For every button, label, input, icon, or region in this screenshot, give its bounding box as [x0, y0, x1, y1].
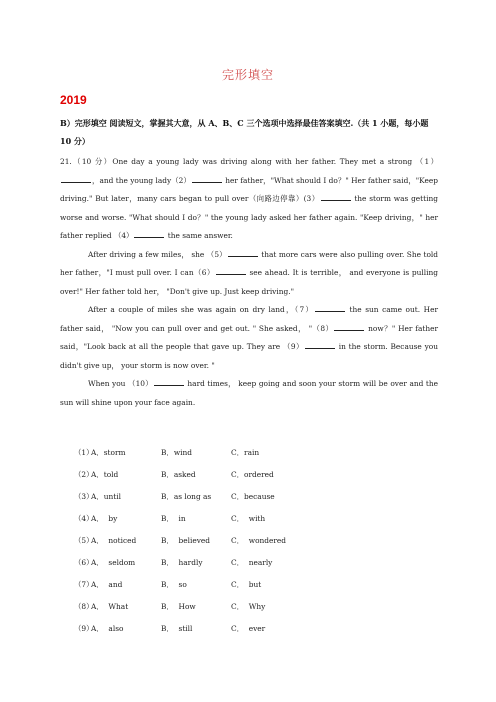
- passage-text: After a couple of miles she was again on dry land，（7）: [88, 305, 314, 314]
- option-row: [74, 513, 374, 535]
- answer-blank-6[interactable]: [216, 266, 246, 275]
- option-a[interactable]: A． also: [91, 624, 124, 633]
- option-b[interactable]: B． still: [161, 624, 193, 633]
- answer-blank-9[interactable]: [305, 340, 335, 349]
- option-b[interactable]: B． believed: [161, 536, 211, 545]
- option-b[interactable]: B． so: [161, 580, 187, 589]
- passage-text: her father，"What should I do？" Her father said，"Keep driving." But later，many cars began to pull over（向路边停靠）(3）: [60, 175, 438, 203]
- option-b[interactable]: B．wind: [161, 448, 193, 457]
- passage-text: hard times， keep going and soon your storm will be over and the sun will shine upon your face again.: [60, 379, 439, 407]
- question-number: （2）: [74, 470, 94, 479]
- answer-options: [74, 447, 374, 645]
- option-row: [74, 601, 374, 623]
- option-a[interactable]: A． What: [91, 602, 129, 611]
- passage-text: the sun came out. Her father said， "Now you can pull over and get out. " She asked， "（8）: [60, 305, 438, 333]
- option-b[interactable]: B． hardly: [161, 558, 203, 567]
- option-a[interactable]: A．told: [91, 470, 119, 479]
- passage-paragraph-3: [60, 301, 438, 375]
- option-c[interactable]: C． Why: [231, 602, 266, 611]
- option-a[interactable]: A． seldom: [91, 558, 136, 567]
- question-number: （7）: [74, 580, 94, 589]
- question-number: （1）: [74, 448, 94, 457]
- option-c[interactable]: C．because: [231, 492, 275, 501]
- option-row: [74, 557, 374, 579]
- passage-text: the same answer.: [167, 231, 233, 240]
- option-row: [74, 469, 374, 491]
- option-row: [74, 491, 374, 513]
- option-c[interactable]: C．rain: [231, 448, 260, 457]
- passage-text: After driving a few miles， she （5）: [88, 249, 227, 259]
- option-b[interactable]: B． in: [161, 514, 186, 523]
- option-a[interactable]: A． noticed: [91, 536, 137, 545]
- section-instructions: B）完形填空 阅读短文，掌握其大意，从 A、B、C 三个选项中选择最佳答案填空.（共 1 小题，每小题 10 分）: [60, 118, 429, 146]
- answer-blank-8[interactable]: [334, 322, 364, 331]
- answer-blank-4[interactable]: [134, 229, 164, 238]
- answer-blank-10[interactable]: [154, 377, 184, 386]
- question-number: （8）: [74, 602, 94, 611]
- option-a[interactable]: A．until: [91, 492, 121, 501]
- option-a[interactable]: A． and: [91, 580, 123, 589]
- option-c[interactable]: C． but: [231, 580, 262, 589]
- option-a[interactable]: A． by: [91, 514, 118, 523]
- option-a[interactable]: A．storm: [91, 448, 126, 457]
- option-b[interactable]: B． How: [161, 602, 196, 611]
- cloze-passage: [60, 153, 438, 412]
- answer-blank-1[interactable]: [61, 174, 91, 183]
- passage-paragraph-4: [60, 375, 438, 412]
- passage-text: the storm was getting worse and worse. "What should I do？" the young lady asked her father again. "Keep driving，" her father replied （4）: [60, 194, 438, 240]
- question-number: （9）: [74, 624, 94, 633]
- passage-text: see ahead. It is terrible， and everyone is pulling over!" Her father told her， "Don't give up. Just keep driving.": [60, 268, 438, 296]
- option-row: [74, 447, 374, 469]
- passage-text: now？" Her father said，"Look back at all the people that gave up. They are （9）: [60, 323, 438, 351]
- question-number: （5）: [74, 536, 94, 545]
- passage-paragraph-1: [60, 153, 438, 246]
- option-c[interactable]: C． ever: [231, 624, 266, 633]
- answer-blank-3[interactable]: [321, 192, 351, 201]
- option-row: [74, 535, 374, 557]
- option-c[interactable]: C． with: [231, 514, 266, 523]
- answer-blank-2[interactable]: [192, 174, 222, 183]
- passage-text: When you （10）: [88, 379, 153, 388]
- passage-text: 21.（10 分）One day a young lady was driving along with her father. They met a strong （1）: [60, 157, 438, 166]
- option-row: [74, 579, 374, 601]
- passage-text: in the storm. Because you didn't give up， your storm is now over. ": [60, 342, 438, 370]
- answer-blank-5[interactable]: [228, 248, 258, 257]
- option-c[interactable]: C．ordered: [231, 470, 274, 479]
- option-c[interactable]: C． nearly: [231, 558, 273, 567]
- option-b[interactable]: B．asked: [161, 470, 196, 479]
- passage-text: ，and the young lady（2）: [92, 175, 191, 185]
- page-title: 完形填空: [221, 68, 274, 82]
- question-number: （4）: [74, 514, 94, 523]
- question-number: （3）: [74, 492, 94, 501]
- option-c[interactable]: C． wondered: [231, 536, 287, 545]
- option-row: [74, 623, 374, 645]
- passage-text: that more cars were also pulling over. She told her father，"I must pull over. I can（6）: [60, 249, 438, 277]
- question-number: （6）: [74, 558, 94, 567]
- answer-blank-7[interactable]: [315, 303, 345, 312]
- year-heading: 2019: [60, 93, 87, 107]
- option-b[interactable]: B．as long as: [161, 492, 212, 501]
- passage-paragraph-2: [60, 246, 438, 302]
